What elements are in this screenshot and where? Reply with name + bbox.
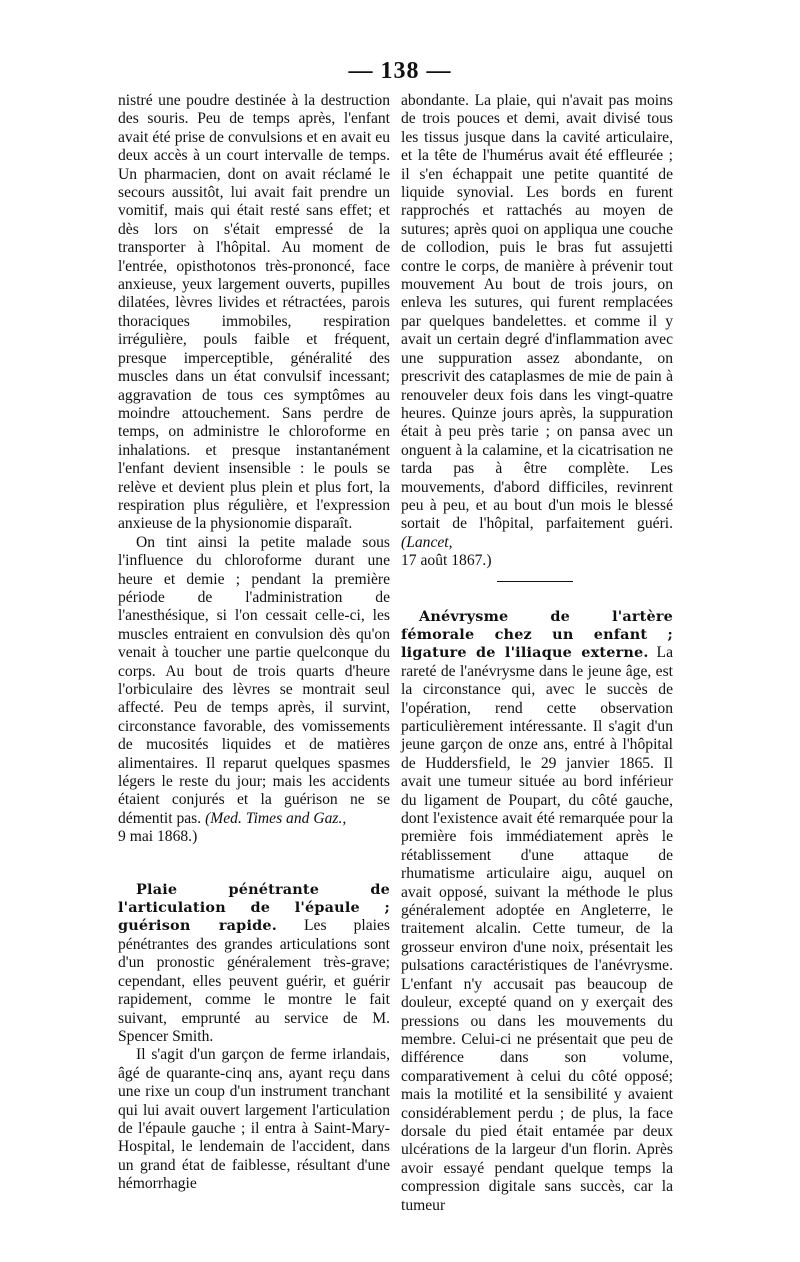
paragraph-text: Les plaies pénétrantes des grandes articulations sont d'un pronostic généralement très-grave; cependant, elles peuvent guérir, et guérir rapidement, comme le montre le fait suivant, emprunté au service de M. Spencer Smith. <box>118 917 390 1045</box>
section-divider <box>497 581 573 582</box>
right-column <box>401 92 673 1215</box>
section-title-aneurysm: Anévrysme de l'artère fémorale chez un enfant ; ligature de l'iliaque externe. <box>401 607 673 662</box>
paragraph-shoulder-case: Il s'agit d'un garçon de ferme irlandais, âgé de quarante-cinq ans, ayant reçu dans une rixe un coup d'un instrument tranchant qui lui avait ouvert largement l'articulation de l'épaule gauche ; il entra à Saint-Mary-Hospital, le lendemain de l'accident, dans un grand état de faiblesse, résultant d'une hémorrhagie <box>118 1046 390 1193</box>
paragraph-text: La rareté de l'anévrysme dans le jeune âge, est la circonstance qui, avec le succès de l'opération, rend cette observation particulièrement intéressante. Il s'agit d'un jeune garçon de onze ans, entré à l'hôpital de Huddersfield, le 29 janvier 1865. Il avait une tumeur située au bord inférieur du ligament de Poupart, du côté gauche, dont l'existence avait été remarquée pour la première fois immédiatement après le rétablissement d'une attaque de rhumatisme articulaire aigu, auquel on avait opposé, suivant la méthode le plus généralement adoptée en Angleterre, le traitement alcalin. Cette tumeur, de la grosseur environ d'une noix, présentait les pulsations caractéristiques de l'anévrysme. L'enfant n'y accusait pas beaucoup de douleur, excepté quand on y exerçait des pressions ou dans les mouvements du membre. Celui-ci ne présentait que peu de différence dans son volume, comparativement à celui du côté opposé; mais la motilité et la sensibilité y avaient considérablement perdu ; de plus, la face dorsale du pied était entamée par deux ulcérations de la largeur d'un florin. Après avoir essayé pendant quelque temps la compression digitale sans succès, car la tumeur <box>401 644 673 1214</box>
citation-date: 17 août 1867.) <box>401 552 492 570</box>
left-column <box>118 92 390 1194</box>
section-title-shoulder-wound: Plaie pénétrante de l'articulation de l'épaule ; guérison rapide. <box>118 880 390 935</box>
paragraph-shoulder-outcome <box>401 92 673 571</box>
paragraph-text: abondante. La plaie, qui n'avait pas moins de trois pouces et demi, avait divisé tous les tissus jusque dans la cavité articulaire, et la tête de l'humérus avait été effleurée ; il s'en échappait une petite quantité de liquide synovial. Les bords en furent rapprochés et rattachés au moyen de sutures; après quoi on appliqua une couche de collodion, puis le bras fut assujetti contre le corps, de manière à prévenir tout mouvement Au bout de trois jours, on enleva les sutures, qui furent remplacées par quelques bandelettes. et comme il y avait un certain degré d'inflammation avec une suppuration assez abondante, on prescrivit des cataplasmes de mie de pain à renouveler deux fois dans les vingt-quatre heures. Quinze jours après, la suppuration était à peu près tarie ; on pansa avec un onguent à la calamine, et la cicatrisation ne tarda pas à être complète. Les mouvements, d'abord difficiles, revinrent peu à peu, et au bout d'un mois le blessé sortait de l'hôpital, parfaitement guéri. <box>401 92 673 533</box>
citation-source: (Med. Times and Gaz., <box>205 809 347 827</box>
paragraph-chloroform-outcome <box>118 534 390 847</box>
paragraph-chloroform-case: nistré une poudre destinée à la destruction des souris. Peu de temps après, l'enfant avait été prise de convulsions et en avait eu deux accès à un court intervalle de temps. Un pharmacien, dont on avait réclamé le secours aussitôt, lui avait fait prendre un vomitif, mais qui était resté sans effet; et dès lors on s'était empressé de la transporter à l'hôpital. Au moment de l'entrée, opisthotonos très-prononcé, face anxieuse, yeux largement ouverts, pupilles dilatées, lèvres livides et rétractées, parois thoraciques immobiles, respiration irrégulière, pouls faible et fréquent, presque imperceptible, généralité des muscles dans un état convulsif incessant; aggravation de tous ces symptômes au moindre attouchement. Sans perdre de temps, on administre le chloroforme en inhalations. et presque instantanément l'enfant devient insensible : le pouls se relève et devient plus plein et plus fort, la respiration plus régulière, et l'expression anxieuse de la physionomie disparaît. <box>118 92 390 533</box>
citation-source: (Lancet, <box>401 533 453 551</box>
paragraph-text: On tint ainsi la petite malade sous l'influence du chloroforme durant une heure et demie ; pendant la première période de l'administration de l'anesthésique, si l'on cessait celle-ci, les muscles entraient en convulsion dès qu'on venait à toucher une partie quelconque du corps. Au bout de trois quarts d'heure l'orbiculaire des lèvres se montrait seul affecté. Peu de temps après, il survint, circonstance favorable, des vomissements de mucosités liquides et de matières alimentaires. Il reparut quelques spasmes légers le reste du jour; mais les accidents étaient conjurés et la guérison ne se démentit pas. <box>118 533 390 827</box>
citation-date: 9 mai 1868.) <box>118 828 198 846</box>
page-number: — 138 — <box>348 58 452 84</box>
aneurysm-article <box>401 608 673 1215</box>
shoulder-wound-article <box>118 881 390 1047</box>
